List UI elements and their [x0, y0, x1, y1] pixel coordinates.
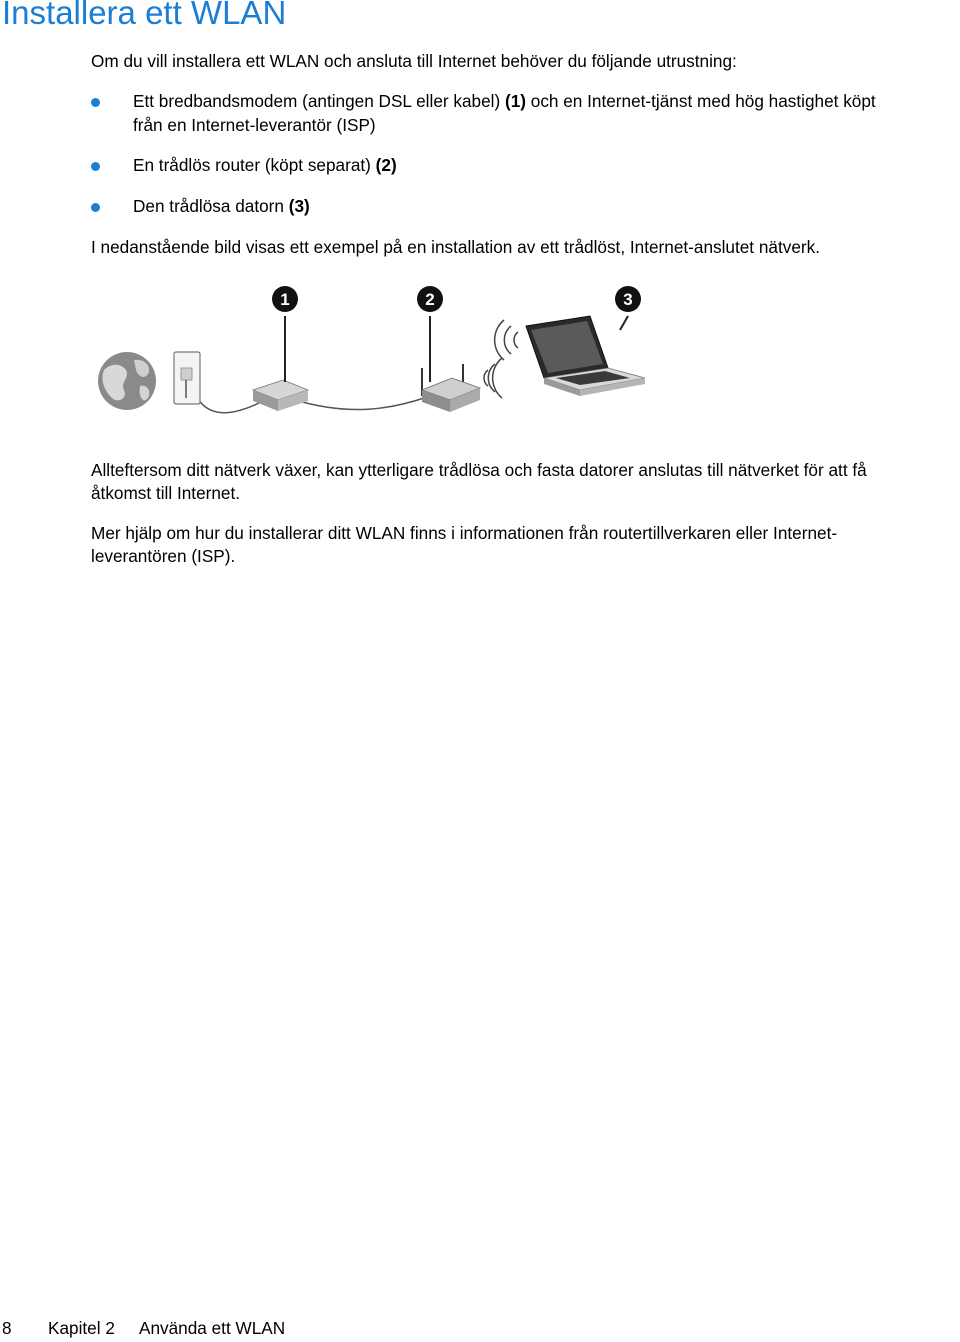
- paragraph-help: Mer hjälp om hur du installerar ditt WLAN finns i informationen från routertillverkaren eller Internet-: [91, 523, 838, 543]
- bullet-item-modem: Ett bredbandsmodem (antingen DSL eller kabel) (1) och en Internet-tjänst med hög hastighet köpt: [133, 91, 876, 111]
- callout-badge-3: [615, 286, 641, 312]
- bullet-icon: [91, 203, 100, 212]
- page-number: 8: [2, 1318, 12, 1338]
- modem-icon: [253, 380, 308, 411]
- figure-caption: I nedanstående bild visas ett exempel på en installation av ett trådlöst, Internet-anslutet nätverk.: [91, 237, 820, 257]
- wifi-waves-icon: [484, 358, 502, 398]
- callout-line-3: [620, 316, 628, 330]
- wifi-waves-icon: [495, 320, 518, 360]
- paragraph-help-cont: leverantören (ISP).: [91, 546, 236, 566]
- paragraph-growth: Allteftersom ditt nätverk växer, kan ytterligare trådlösa och fasta datorer anslutas till nätverket för att få: [91, 460, 867, 480]
- cable-modem-router: [295, 396, 430, 410]
- wall-jack-icon: [174, 352, 200, 404]
- bullet-icon: [91, 98, 100, 107]
- globe-icon: [98, 352, 156, 410]
- page-title: Installera ett WLAN: [2, 0, 287, 31]
- callout-number: 3: [623, 290, 633, 309]
- callout-badge-2: [417, 286, 443, 312]
- callout-badge-1: [272, 286, 298, 312]
- bullet-item-computer: Den trådlösa datorn (3): [133, 196, 310, 216]
- laptop-icon: [526, 316, 645, 396]
- footer-chapter: Kapitel 2: [48, 1318, 115, 1338]
- callout-number: 1: [280, 290, 290, 309]
- footer-section: Använda ett WLAN: [139, 1318, 286, 1338]
- bullet-item-modem-cont: från en Internet-leverantör (ISP): [133, 115, 376, 135]
- bullet-item-router: En trådlös router (köpt separat) (2): [133, 155, 397, 175]
- intro-paragraph: Om du vill installera ett WLAN och ansluta till Internet behöver du följande utrustning:: [91, 51, 737, 71]
- paragraph-growth-cont: åtkomst till Internet.: [91, 483, 241, 503]
- callout-number: 2: [425, 290, 435, 309]
- network-illustration: [90, 278, 670, 428]
- bullet-icon: [91, 162, 100, 171]
